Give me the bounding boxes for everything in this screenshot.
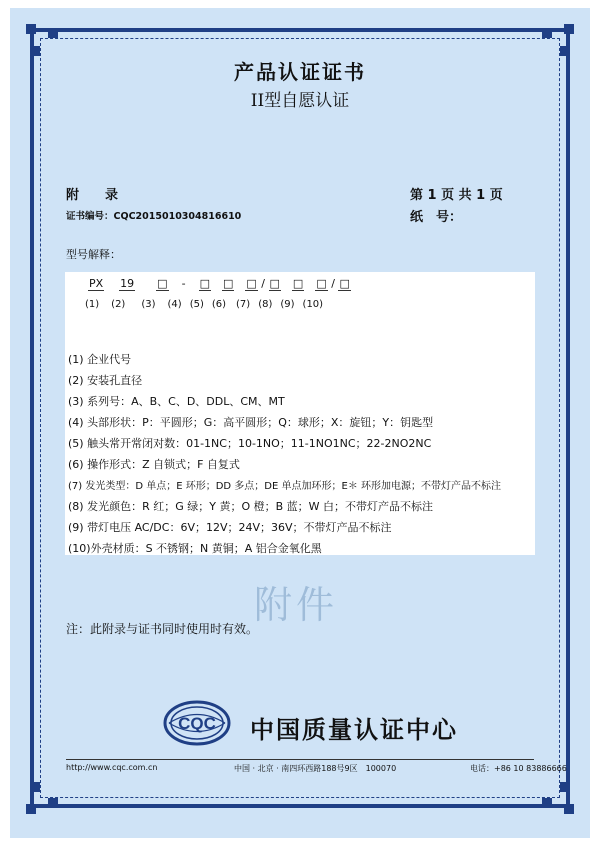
corner-square [30, 782, 40, 792]
code-index: (2) [111, 299, 126, 310]
model-code-part: □ [157, 277, 168, 290]
code-index: (6) [211, 299, 227, 310]
code-index: (3) [141, 299, 156, 310]
explanation-item: (2) 安装孔直径 [68, 374, 143, 387]
footer-divider [66, 759, 534, 760]
model-code-part: - [181, 277, 186, 290]
cert-number-label: 证书编号： [66, 211, 114, 222]
corner-square [564, 804, 574, 814]
paper-number-label: 纸 号： [410, 210, 463, 225]
model-code-indices [85, 299, 323, 310]
explanation-item: (7) 发光类型：D 单点；E 环形；DD 多点；DE 单点加环形；E＊ 环形加电源；不带灯产品不标注 [68, 481, 501, 492]
corner-square [30, 46, 40, 56]
model-code-line [88, 277, 351, 290]
certificate-subtitle: II型自愿认证 [250, 91, 350, 111]
attachment-watermark: 附件 [254, 583, 339, 627]
model-code-part: □ [339, 277, 350, 290]
model-explain-label: 型号解释： [66, 248, 121, 261]
model-code-part: / [331, 277, 335, 290]
cert-number-value: CQC2015010304816610 [113, 211, 242, 222]
model-code-part: □ [269, 277, 280, 290]
footer-address: 中国 · 北京 · 南四环西路188号9区 100070 [234, 764, 397, 773]
corner-square [560, 46, 570, 56]
appendix-label: 附 录 [66, 188, 119, 203]
corner-square [26, 804, 36, 814]
code-index: (8) [258, 299, 273, 310]
code-index: (7) [236, 299, 251, 310]
model-code-part: □ [222, 277, 234, 290]
explanation-item: (4) 头部形状：P：平圆形；G：高平圆形；Q：球形；X：旋钮；Y：钥匙型 [68, 416, 434, 429]
page-indicator: 第 1 页 共 1 页 [410, 188, 503, 203]
corner-square [542, 798, 552, 808]
model-code-part: □ [292, 277, 304, 290]
explanation-item: (9) 带灯电压 AC/DC：6V；12V；24V；36V；不带灯产品不标注 [68, 521, 392, 534]
explanation-item: (1) 企业代号 [68, 353, 132, 366]
footer-phone: 电话：+86 10 83886666 [470, 764, 567, 773]
model-code-part: □ [246, 277, 257, 290]
model-code-part: □ [199, 277, 210, 290]
cert-number [66, 208, 241, 222]
corner-square [48, 28, 58, 38]
code-index: (4) [167, 299, 182, 310]
model-code-part: 19 [120, 277, 135, 290]
code-index: (1) [85, 299, 100, 310]
model-code-part: / [261, 277, 265, 290]
corner-square [542, 28, 552, 38]
model-code-part: PX [89, 277, 104, 290]
corner-square [564, 24, 574, 34]
organization-name: 中国质量认证中心 [250, 716, 458, 744]
corner-square [26, 24, 36, 34]
corner-square [560, 782, 570, 792]
logo-text: CQC [178, 714, 216, 733]
model-code-part: □ [316, 277, 327, 290]
explanation-item: (3) 系列号：A、B、C、D、DDL、CM、MT [68, 395, 285, 408]
code-index: (9) [280, 299, 295, 310]
corner-square [48, 798, 58, 808]
explanation-item: (10)外壳材质：S 不锈钢；N 黄铜；A 铝合金氧化黑 [68, 542, 322, 555]
explanation-item: (8) 发光颜色：R 红；G 绿；Y 黄；O 橙；B 蓝；W 白；不带灯产品不标注 [68, 500, 434, 513]
certificate-title: 产品认证证书 [234, 60, 366, 84]
explanation-item: (5) 触头常开常闭对数：01-1NC；10-1NO；11-1NO1NC；22-2NO2NC [68, 437, 432, 450]
validity-note: 注：此附录与证书同时使用时有效。 [66, 622, 259, 636]
explanation-item: (6) 操作形式：Z 自锁式；F 自复式 [68, 458, 240, 471]
code-index: (5) [189, 299, 204, 310]
code-index: (10) [302, 299, 324, 310]
cqc-logo [163, 700, 231, 746]
footer-website: http://www.cqc.com.cn [66, 763, 158, 772]
